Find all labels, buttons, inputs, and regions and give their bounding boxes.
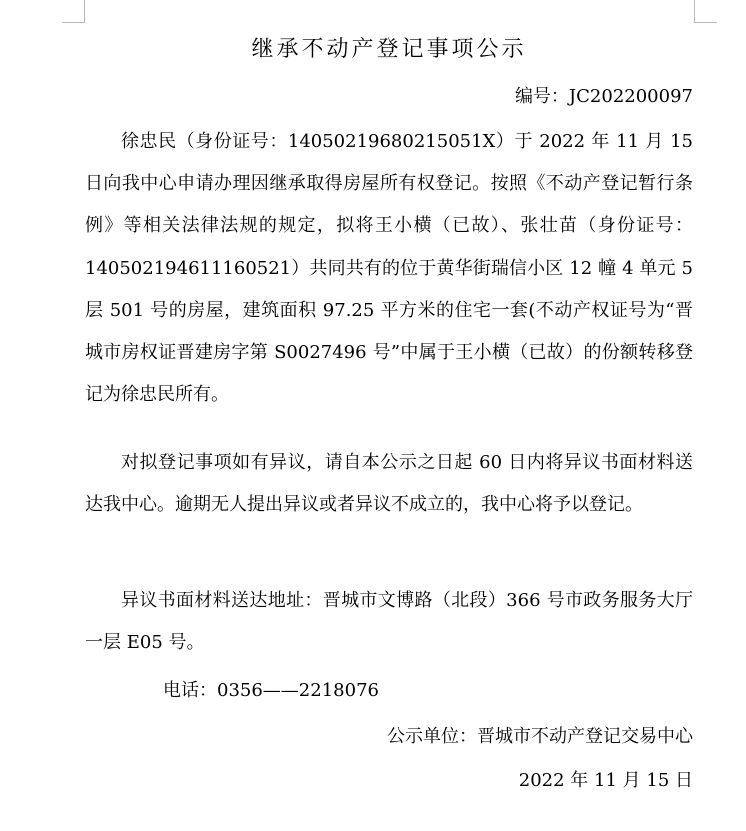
body-paragraph-objection: 对拟登记事项如有异议，请自本公示之日起 60 日内将异议书面材料送达我中心。逾期无人提出异议或者异议不成立的，我中心将予以登记。 [85,452,693,516]
notice-date: 2022 年 11 月 15 日 [518,770,693,791]
page-corner-mark-top-right [694,0,717,23]
document-number: 编号：JC202200097 [514,86,693,107]
body-paragraph-applicant: 徐忠民（身份证号：14050219680215051X）于 2022 年 11 月 15 日向我中心申请办理因继承取得房屋所有权登记。按照《不动产登记暂行条例》等相关法律法规的规定，拟将王小横（已故）、张壮苗（身份证号：140502194611160521）共同共有的位于黄华街瑞信小区 12 幢 4 单元 5 层 501 号的房屋，建筑面积 97.25 平方米的住宅一套(不动产权证号为“晋城市房权证晋建房字第 S0027496 号”中属于王小横（已故）的份额转移登记为徐忠民所有。 [85,131,693,406]
body-paragraph-address: 异议书面材料送达地址：晋城市文博路（北段）366 号市政务服务大厅一层 E05 号。 [85,590,693,654]
issuing-unit: 公示单位：晋城市不动产登记交易中心 [387,726,693,747]
page-corner-mark-top-left [62,0,85,23]
contact-phone: 电话：0356——2218076 [163,680,379,701]
notice-title: 继承不动产登记事项公示 [251,37,527,62]
